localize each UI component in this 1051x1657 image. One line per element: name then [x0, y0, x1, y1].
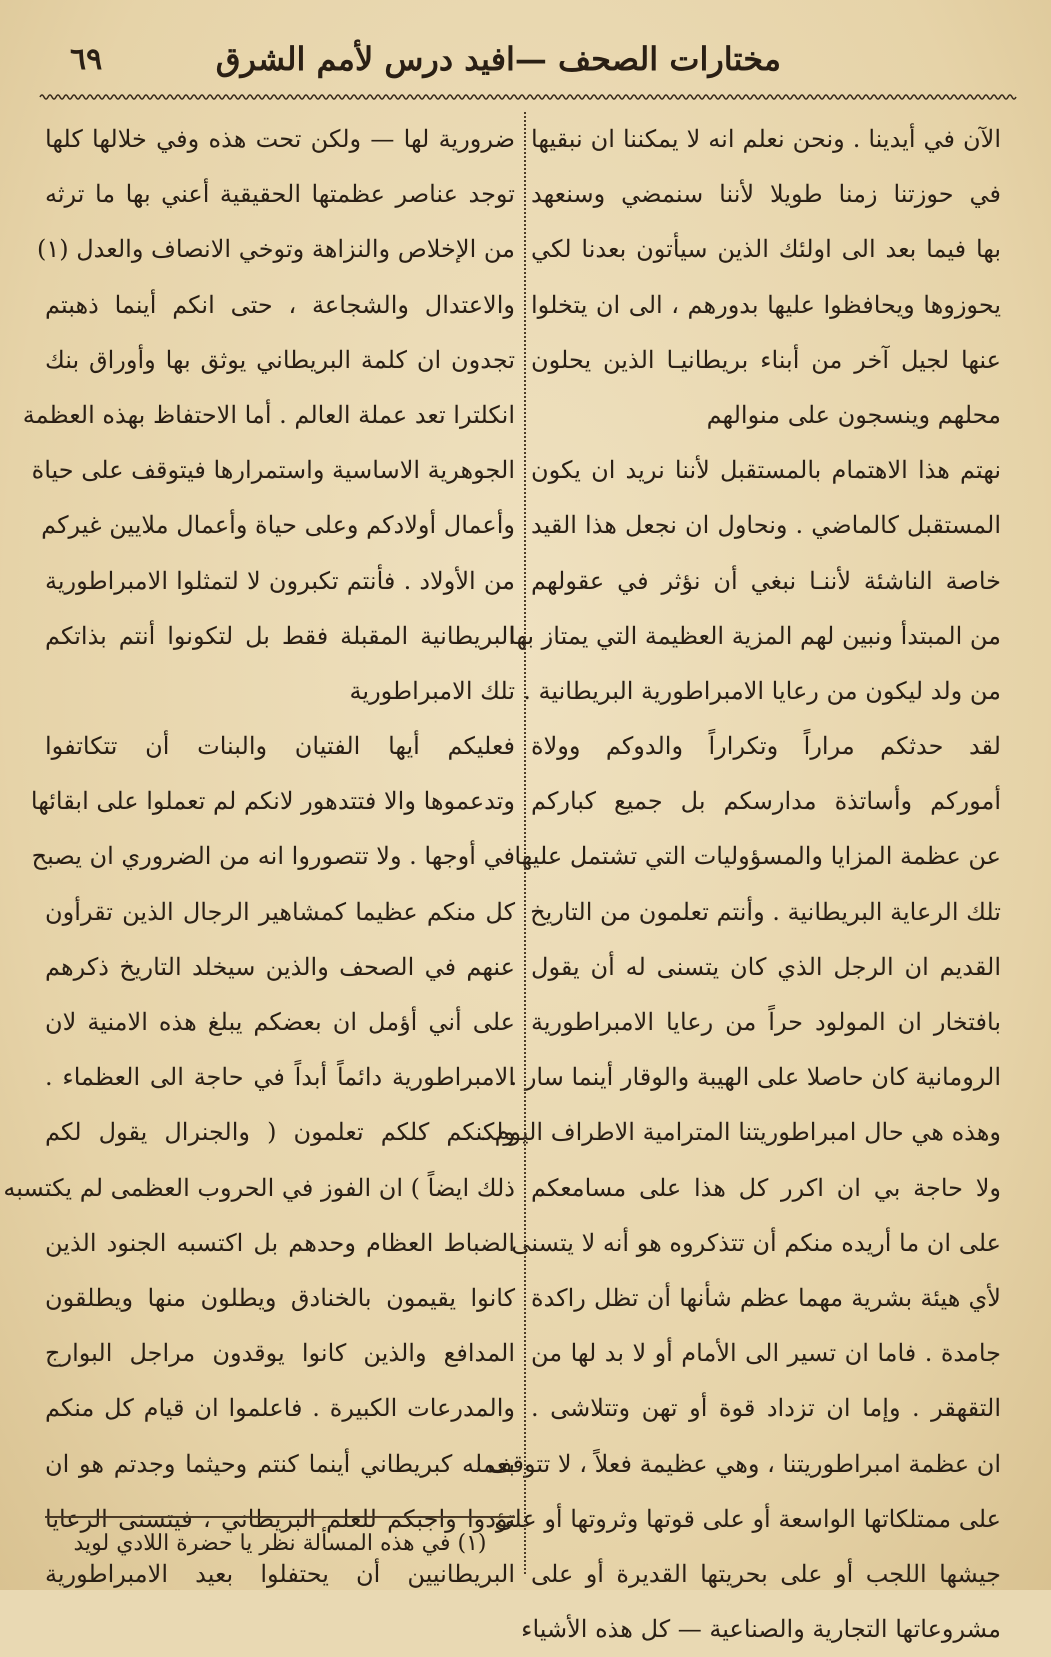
text-line: بافتخار ان المولود حراً من رعايا الامبراطورية	[531, 1008, 1001, 1036]
text-line: الآن في أيدينا . ونحن نعلم انه لا يمكننا ان نبقيها	[531, 125, 1001, 153]
text-line: تلك الامبراطورية	[349, 676, 515, 705]
text-line: على ممتلكاتها الواسعة أو على قوتها وثروتها أو على	[494, 1504, 1001, 1533]
text-line: في حوزتنا زمنا طويلا لأننا سنمضي وسنعهد	[531, 180, 1001, 209]
text-line: ان عظمة امبراطوريتنا ، وهي عظيمة فعلاً ، لا تتوقف	[487, 1449, 1001, 1478]
text-line: فعليكم أيها الفتيان والبنات أن تتكاتفوا	[45, 732, 515, 761]
text-line: عنها لجيل آخر من أبناء بريطانيـا الذين يحلون	[531, 345, 1001, 374]
text-line: ولا حاجة بي ان اكرر كل هذا على مسامعكم	[531, 1173, 1001, 1202]
text-line: مشروعاتها التجارية والصناعية — كل هذه الأشياء	[521, 1615, 1001, 1644]
text-line: الضباط العظام وحدهم بل اكتسبه الجنود الذين	[45, 1228, 515, 1257]
footnote: (١) في هذه المسألة نظر يا حضرة اللادي لويد	[73, 1531, 487, 1556]
text-line: على أني أؤمل ان بعضكم يبلغ هذه الامنية لان	[45, 1008, 515, 1036]
text-line: كانوا يقيمون بالخنادق ويطلون منها ويطلقون	[45, 1283, 515, 1312]
text-line: خاصة الناشئة لأننـا نبغي أن نؤثر في عقولهم	[531, 566, 1001, 595]
text-line: توجد عناصر عظمتها الحقيقية أعني بها ما ترثه	[45, 180, 515, 209]
text-line: أموركم وأساتذة مدارسكم بل جميع كباركم	[531, 787, 1001, 816]
text-line: انكلترا تعد عملة العالم . أما الاحتفاظ بهذه العظمة	[22, 400, 515, 429]
text-line: جامدة . فاما ان تسير الى الأمام أو لا بد لها من	[531, 1339, 1001, 1368]
text-line: على ان ما أريده منكم أن تتذكروه هو أنه لا يتسنى	[511, 1228, 1001, 1257]
text-line: القديم ان الرجل الذي كان يتسنى له أن يقول	[531, 952, 1001, 981]
footnote-rule	[45, 1516, 515, 1518]
right-column	[479, 112, 1001, 1657]
text-line: المستقبل كالماضي . ونحاول ان نجعل هذا القيد	[531, 511, 1001, 540]
text-line: المدافع والذين كانوا يوقدون مراجل البوارج	[45, 1339, 515, 1368]
text-line: والمدرعات الكبيرة . فاعلموا ان قيام كل منكم	[45, 1394, 515, 1423]
text-line: ضرورية لها — ولكن تحت هذه وفي خلالها كلها	[45, 125, 515, 153]
text-line: في أوجها . ولا تتصوروا انه من الضروري ان يصبح	[31, 842, 515, 871]
page-number: ٦٩	[70, 42, 103, 77]
text-line: تلك الرعاية البريطانية . وأنتم تعلمون من التاريخ	[530, 897, 1001, 926]
text-line: لأي هيئة بشرية مهما عظم شأنها أن تظل راكدة	[531, 1283, 1001, 1312]
text-line: بعمله كبريطاني أينما كنتم وحيثما وجدتم هو ان	[45, 1449, 515, 1478]
text-line: التقهقر . وإما ان تزداد قوة أو تهن وتتلاشى .	[531, 1394, 1001, 1423]
text-line: ذلك ايضاً ) ان الفوز في الحروب العظمى لم يكتسبه	[3, 1173, 515, 1202]
text-line: وهذه هي حال امبراطوريتنا المترامية الاطراف اليوم .	[479, 1118, 1001, 1147]
text-line: من الأولاد . فأنتم تكبرون لا لتمثلوا الامبراطورية	[45, 566, 515, 595]
text-line: الرومانية كان حاصلا على الهيبة والوقار أينما سار .	[509, 1063, 1001, 1092]
text-line: بها فيما بعد الى اولئك الذين سيأتون بعدنا لكي	[531, 235, 1001, 264]
text-line: محلهم وينسجون على منوالهم	[706, 400, 1001, 429]
text-line: البريطانية المقبلة فقط بل لتكونوا أنتم بذاتكم	[45, 621, 515, 650]
text-line: كل منكم عظيما كمشاهير الرجال الذين تقرأون	[45, 897, 515, 926]
text-line: جيشها اللجب أو على بحريتها القديرة أو على	[531, 1559, 1001, 1588]
text-line: البريطانيين أن يحتفلوا بعيد الامبراطورية	[45, 1559, 515, 1588]
text-line: عنهم في الصحف والذين سيخلد التاريخ ذكرهم	[45, 952, 515, 981]
text-line: من المبتدأ ونبين لهم المزية العظيمة التي يمتاز بها	[509, 621, 1001, 650]
text-line: نهتم هذا الاهتمام بالمستقبل لأننا نريد ان يكون	[531, 456, 1001, 485]
text-line: وتدعموها والا فتتدهور لانكم لم تعملوا على ابقائها	[30, 787, 515, 816]
text-line: وأعمال أولادكم وعلى حياة وأعمال ملايين غيركم	[41, 511, 515, 540]
text-line: تجدون ان كلمة البريطاني يوثق بها وأوراق بنك	[45, 345, 515, 374]
text-line: تؤدوا واجبكم للعلم البريطاني ، فيتسنى الرعايا	[45, 1504, 515, 1533]
text-line: عن عظمة المزايا والمسؤوليات التي تشتمل عليها	[514, 842, 1001, 871]
page-header	[40, 30, 1011, 100]
text-line: لقد حدثكم مراراً وتكراراً والدوكم وولاة	[531, 732, 1001, 761]
text-line: الجوهرية الاساسية واستمرارها فيتوقف على حياة	[31, 456, 515, 485]
text-line: والاعتدال والشجاعة ، حتى انكم أينما ذهبتم	[45, 290, 515, 319]
text-line: الامبراطورية دائماً أبداً في حاجة الى العظماء .	[45, 1063, 515, 1092]
header-wavy-rule	[40, 92, 1011, 102]
column-divider	[524, 112, 526, 1574]
text-line: ولكنكم كلكم تعلمون ( والجنرال يقول لكم	[45, 1118, 515, 1147]
left-column	[3, 112, 515, 1602]
text-line: من الإخلاص والنزاهة وتوخي الانصاف والعدل (١)	[36, 235, 515, 264]
text-line: يحوزوها ويحافظوا عليها بدورهم ، الى ان يتخلوا	[531, 290, 1001, 319]
running-title: مختارات الصحف —افيد درس لأمم الشرق	[215, 40, 781, 78]
text-line: من ولد ليكون من رعايا الامبراطورية البريطانية .	[523, 676, 1001, 705]
